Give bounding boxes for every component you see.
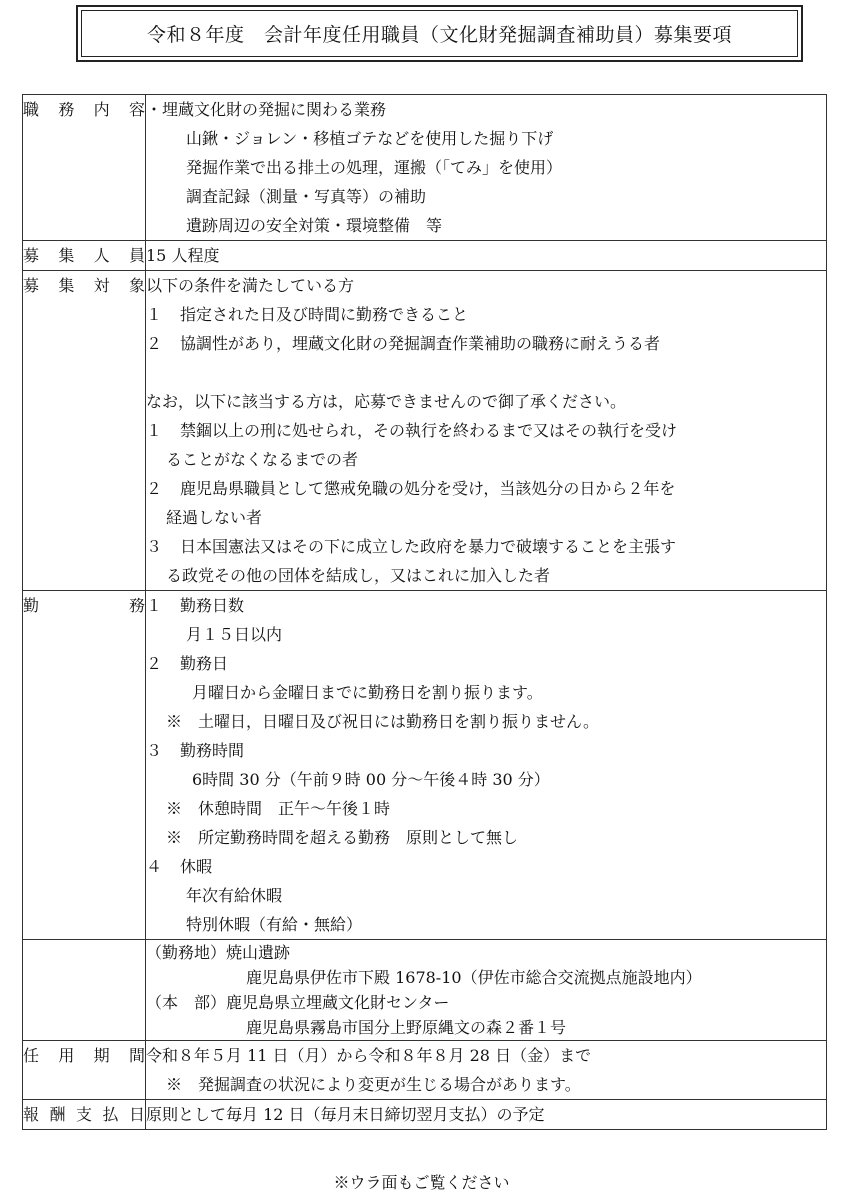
condition-number: ２ [146, 334, 163, 353]
work-section-heading [146, 736, 826, 765]
label-char: 報 [23, 1105, 40, 1124]
row-term [23, 1041, 827, 1100]
exclusion-continuation: ることがなくなるまでの者 [166, 450, 359, 469]
exclusion-continuation: 経過しない者 [166, 508, 263, 527]
label-char: 日 [128, 1105, 145, 1124]
condition-item [146, 300, 826, 329]
location-site-name: 焼山遺跡 [226, 943, 291, 962]
work-section-number: １ [146, 596, 163, 615]
label-location-empty [23, 940, 146, 1041]
label-char: 対 [93, 276, 110, 295]
exclusion-text: 禁錮以上の刑に処せられ，その執行を終わるまで又はその執行を受け [180, 421, 677, 440]
label-char: 容 [128, 100, 145, 119]
row-duties [23, 95, 827, 241]
label-char: 支 [75, 1105, 92, 1124]
exclusion-number: １ [146, 421, 163, 440]
label-char: 集 [58, 246, 75, 265]
eligibility-content [146, 271, 827, 591]
condition-item [146, 329, 826, 358]
location-content [146, 940, 827, 1041]
work-section-heading [146, 591, 826, 620]
duties-line: 調査記録（測量・写真等）の補助 [186, 187, 427, 206]
exclusion-item [146, 474, 826, 503]
row-location [23, 940, 827, 1041]
duties-line: 発掘作業で出る排土の処理，運搬（「てみ」を使用） [186, 158, 563, 177]
location-site-label: （勤務地） [146, 943, 227, 962]
label-headcount-text [23, 241, 145, 270]
location-site-address: 鹿児島県伊佐市下殿 1678-10（伊佐市総合交流拠点施設地内） [246, 968, 702, 987]
work-section-number: ２ [146, 654, 163, 673]
label-payday-text [23, 1100, 145, 1129]
label-char: 職 [23, 100, 40, 119]
term-note: ※ 発掘調査の状況により変更が生じる場合があります。 [166, 1075, 581, 1094]
title-box [76, 5, 803, 62]
page-title: 令和８年度 会計年度任用職員（文化財発掘調査補助員）募集要項 [146, 24, 732, 46]
location-hq-address: 鹿児島県霧島市国分上野原縄文の森２番１号 [246, 1018, 567, 1037]
work-section-heading [146, 649, 826, 678]
label-char: 人 [93, 246, 110, 265]
label-char: 募 [23, 246, 40, 265]
label-char: 用 [58, 1046, 75, 1065]
exclusion-number: ３ [146, 537, 163, 556]
exclusion-continuation: る政党その他の団体を結成し，又はこれに加入した者 [166, 566, 551, 585]
location-hq-label: （本 部） [146, 993, 227, 1012]
payday-value: 原則として毎月 12 日（毎月末日締切翌月支払）の予定 [146, 1105, 545, 1124]
duties-content [146, 95, 827, 241]
label-char: 酬 [49, 1105, 66, 1124]
recruitment-table [22, 94, 827, 1130]
work-section-number: ４ [146, 857, 163, 876]
payday-content [146, 1100, 827, 1130]
label-duties [23, 95, 146, 241]
row-payday [23, 1100, 827, 1130]
row-work [23, 591, 827, 940]
label-char: 象 [128, 276, 145, 295]
footer-note: ※ウラ面もご覧ください [333, 1173, 510, 1192]
work-section-title: 勤務時間 [180, 741, 245, 760]
label-work [23, 591, 146, 940]
work-section-body: 特別休暇（有給・無給） [186, 915, 363, 934]
exclusion-item [146, 416, 826, 445]
eligibility-note: なお，以下に該当する方は，応募できませんので御了承ください。 [146, 392, 627, 411]
exclusion-number: ２ [146, 479, 163, 498]
label-char: 期 [93, 1046, 110, 1065]
work-section-title: 休暇 [180, 857, 213, 876]
work-section-note: ※ 休憩時間 正午〜午後１時 [166, 799, 391, 818]
label-char: 員 [128, 246, 145, 265]
headcount-value: 15 人程度 [146, 246, 220, 265]
exclusion-text: 日本国憲法又はその下に成立した政府を暴力で破壊することを主張す [180, 537, 677, 556]
row-eligibility [23, 271, 827, 591]
condition-text: 指定された日及び時間に勤務できること [180, 305, 469, 324]
duties-line: 遺跡周辺の安全対策・環境整備 等 [186, 216, 443, 235]
exclusion-text: 鹿児島県職員として懲戒免職の処分を受け，当該処分の日から２年を [180, 479, 676, 498]
work-section-title: 勤務日数 [180, 596, 245, 615]
work-section-note: ※ 所定勤務時間を超える勤務 原則として無し [166, 828, 519, 847]
term-value: 令和８年５月 11 日（月）から令和８年８月 28 日（金）まで [146, 1046, 592, 1065]
work-section-note: ※ 土曜日，日曜日及び祝日には勤務日を割り振りません。 [166, 712, 599, 731]
condition-text: 協調性があり，埋蔵文化財の発掘調査作業補助の職務に耐えうる者 [180, 334, 661, 353]
label-char: 務 [58, 100, 75, 119]
location-hq [146, 990, 826, 1015]
label-char: 募 [23, 276, 40, 295]
duties-line: ・埋蔵文化財の発掘に関わる業務 [146, 100, 387, 119]
duties-line: 山鍬・ジョレン・移植ゴテなどを使用した掘り下げ [186, 129, 554, 148]
row-headcount [23, 241, 827, 271]
location-site [146, 940, 826, 965]
label-duties-text [23, 95, 145, 124]
exclusion-item [146, 532, 826, 561]
work-section-body: 6時間 30 分（午前９時 00 分〜午後４時 30 分） [192, 770, 550, 789]
work-section-title: 勤務日 [180, 654, 229, 673]
label-char: 任 [23, 1046, 40, 1065]
label-payday [23, 1100, 146, 1130]
condition-number: １ [146, 305, 163, 324]
label-headcount [23, 241, 146, 271]
work-section-body: 年次有給休暇 [186, 886, 283, 905]
label-char: 払 [102, 1105, 119, 1124]
label-term [23, 1041, 146, 1100]
work-content [146, 591, 827, 940]
work-section-number: ３ [146, 741, 163, 760]
headcount-content [146, 241, 827, 271]
label-char: 間 [128, 1046, 145, 1065]
work-section-body: 月曜日から金曜日までに勤務日を割り振ります。 [192, 683, 543, 702]
term-content [146, 1041, 827, 1100]
label-eligibility [23, 271, 146, 591]
label-term-text [23, 1041, 145, 1070]
label-char: 集 [58, 276, 75, 295]
label-work-char: 務 [128, 596, 145, 615]
eligibility-intro: 以下の条件を満たしている方 [146, 276, 355, 295]
label-eligibility-text [23, 271, 145, 300]
label-char: 内 [93, 100, 110, 119]
label-work-char: 勤 [23, 596, 40, 615]
spacer [146, 358, 826, 387]
location-hq-name: 鹿児島県立埋蔵文化財センター [226, 993, 450, 1012]
work-section-body: 月１５日以内 [186, 625, 283, 644]
work-section-heading [146, 852, 826, 881]
label-work-text [23, 591, 145, 620]
